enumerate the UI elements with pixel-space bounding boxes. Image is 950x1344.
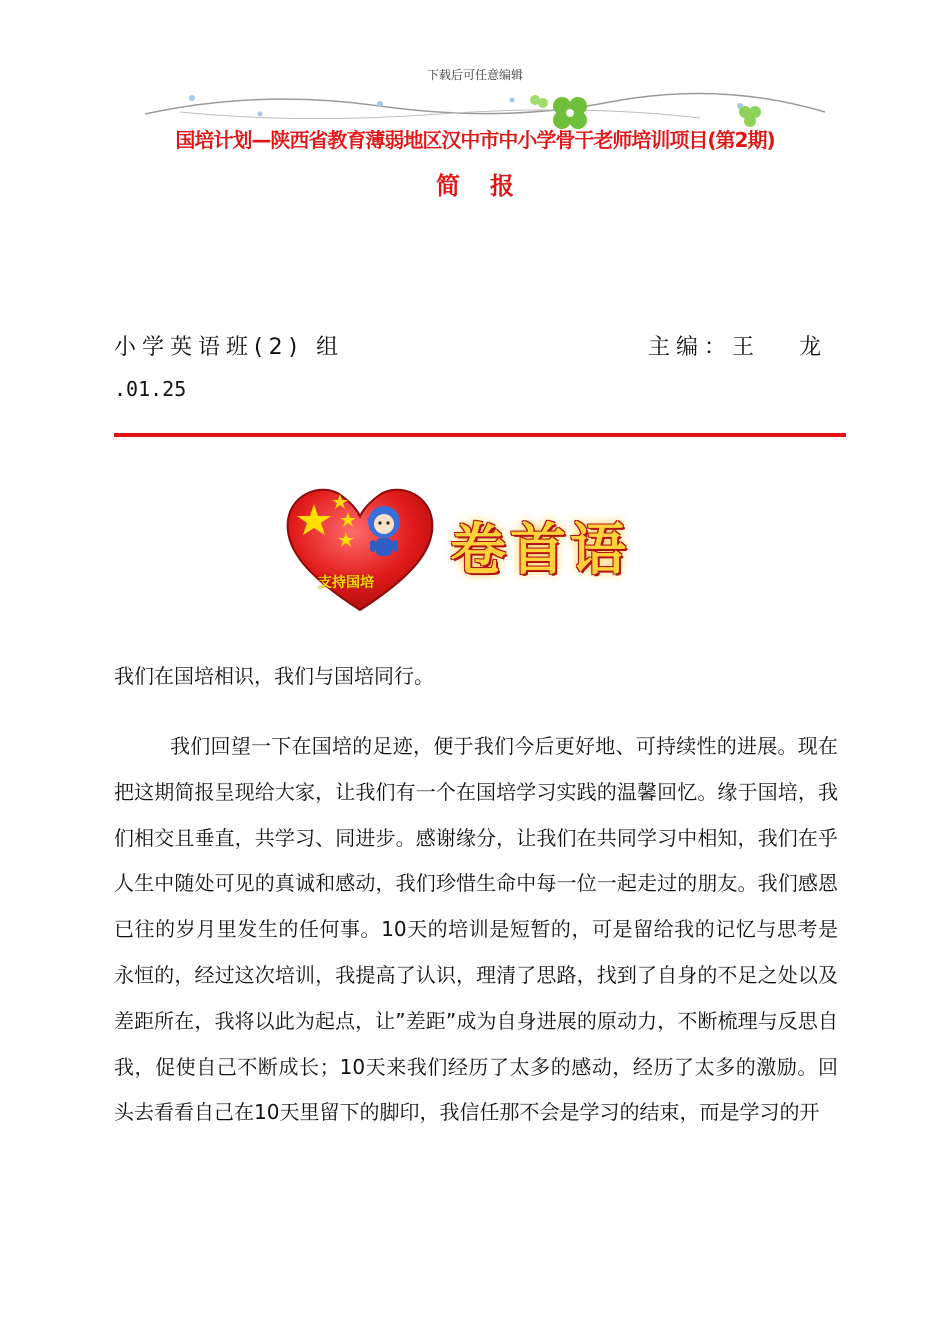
editorial-banner bbox=[280, 478, 680, 618]
heart-caption: 支持国培 bbox=[318, 575, 374, 591]
issue-date: .01.25 bbox=[114, 377, 187, 401]
bulletin-subtitle: 简报 bbox=[436, 172, 544, 200]
body-paragraph: 我们回望一下在国培的足迹，便于我们今后更好地、可持续性的进展。现在把这期简报呈现给大家，让我们有一个在国培学习实践的温馨回忆。缘于国培，我们相交且垂直，共学习、同进步。感谢缘分，让我们在共同学习中相知，我们在乎人生中随处可见的真诚和感动，我们珍惜生命中每一位一起走过的朋友。我们感恩已往的岁月里发生的任何事。10天的培训是短暂的，可是留给我的记忆与思考是永恒的，经过这次培训，我提高了认识，理清了思路，找到了自身的不足之处以及差距所在，我将以此为起点，让”差距”成为自身进展的原动力，不断梳理与反思自我，促使自己不断成长；10天来我们经历了太多的感动，经历了太多的激励。回头去看看自己在10天里留下的脚印，我信任那不会是学习的结束，而是学习的开 bbox=[114, 734, 838, 1125]
page-header-note: 下载后可任意编辑 bbox=[426, 68, 523, 82]
editor-label: 主编：王 龙 bbox=[648, 335, 827, 360]
class-group-label: 小学英语班(2) 组 bbox=[114, 335, 345, 360]
banner-heading: 卷首语 bbox=[450, 517, 630, 583]
intro-line: 我们在国培相识，我们与国培同行。 bbox=[114, 664, 434, 688]
bulletin-title: 国培计划—陕西省教育薄弱地区汉中市中小学骨干老师培训项目(第2期) bbox=[175, 128, 775, 152]
heart-flag-icon bbox=[280, 478, 440, 618]
mascot-icon bbox=[368, 506, 400, 556]
divider-rule bbox=[114, 433, 846, 437]
